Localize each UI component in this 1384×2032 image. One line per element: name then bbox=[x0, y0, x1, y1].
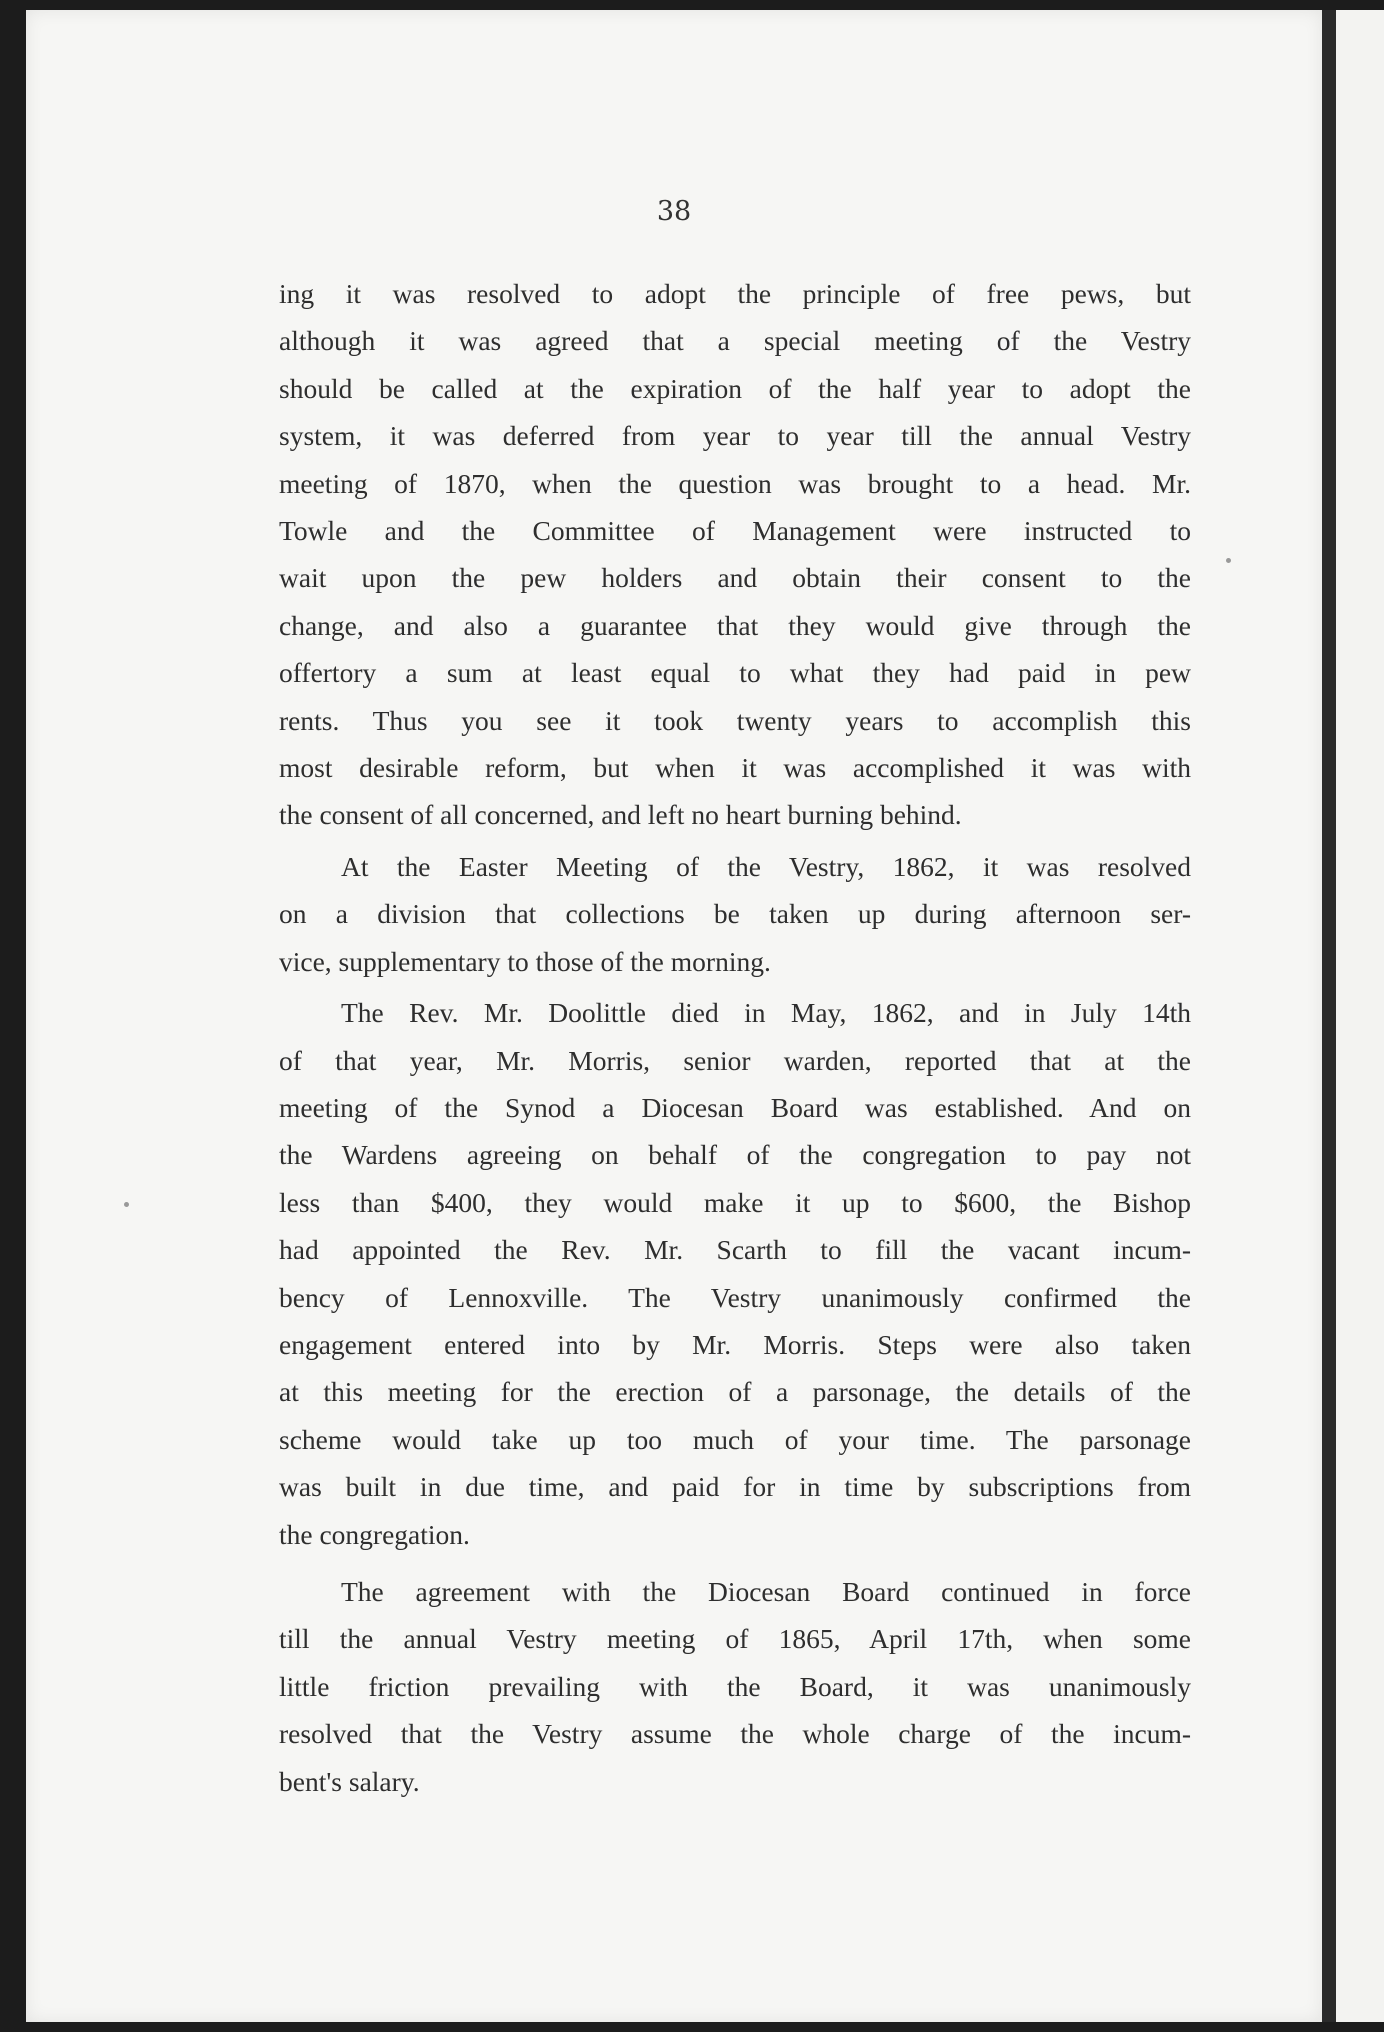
text-line: vice, supplementary to those of the morning. bbox=[279, 945, 771, 977]
text-line: scheme would take up too much of your time. The parsonage bbox=[279, 1423, 1191, 1455]
text-line: meeting of 1870, when the question was brought to a head. Mr. bbox=[279, 467, 1191, 499]
text-line: although it was agreed that a special meeting of the Vestry bbox=[279, 325, 1191, 357]
paragraph bbox=[279, 843, 1191, 985]
text-line: should be called at the expiration of the half year to adopt the bbox=[279, 372, 1191, 404]
text-line: bent's salary. bbox=[279, 1765, 420, 1797]
text-line: system, it was deferred from year to year till the annual Vestry bbox=[279, 420, 1191, 452]
text-line: The Rev. Mr. Doolittle died in May, 1862, and in July 14th bbox=[341, 997, 1191, 1029]
text-line: at this meeting for the erection of a parsonage, the details of the bbox=[279, 1376, 1191, 1408]
text-line: till the annual Vestry meeting of 1865, April 17th, when some bbox=[279, 1623, 1191, 1655]
text-line: the Wardens agreeing on behalf of the congregation to pay not bbox=[279, 1139, 1191, 1171]
text-line: most desirable reform, but when it was accomplished it was with bbox=[279, 752, 1191, 784]
paragraph bbox=[279, 989, 1191, 1558]
paragraph bbox=[279, 1568, 1191, 1805]
text-line: had appointed the Rev. Mr. Scarth to fill the vacant incum- bbox=[279, 1234, 1191, 1266]
text-line: ing it was resolved to adopt the principle of free pews, but bbox=[279, 278, 1191, 309]
dust-speck bbox=[1226, 558, 1231, 563]
facing-page-edge bbox=[1322, 10, 1384, 2022]
text-line: bency of Lennoxville. The Vestry unanimously confirmed the bbox=[279, 1281, 1191, 1313]
text-line: of that year, Mr. Morris, senior warden, reported that at the bbox=[279, 1044, 1191, 1076]
text-line: on a division that collections be taken up during afternoon ser- bbox=[279, 898, 1191, 930]
paragraph bbox=[279, 270, 1191, 839]
dust-speck bbox=[124, 1202, 129, 1207]
page-number: 38 bbox=[656, 196, 692, 227]
text-line: rents. Thus you see it took twenty years to accomplish this bbox=[279, 704, 1191, 736]
text-line: At the Easter Meeting of the Vestry, 1862, it was resolved bbox=[341, 850, 1191, 882]
text-line: Towle and the Committee of Management were instructed to bbox=[279, 515, 1191, 547]
text-line: the congregation. bbox=[279, 1518, 470, 1550]
text-line: offertory a sum at least equal to what they had paid in pew bbox=[279, 657, 1191, 689]
text-line: resolved that the Vestry assume the whole charge of the incum- bbox=[279, 1718, 1191, 1750]
text-line: was built in due time, and paid for in time by subscriptions from bbox=[279, 1471, 1191, 1503]
text-line: little friction prevailing with the Board, it was unanimously bbox=[279, 1670, 1191, 1702]
text-line: engagement entered into by Mr. Morris. Steps were also taken bbox=[279, 1328, 1191, 1360]
body-text bbox=[279, 270, 1191, 1809]
text-line: less than $400, they would make it up to $600, the Bishop bbox=[279, 1186, 1191, 1218]
text-line: meeting of the Synod a Diocesan Board was established. And on bbox=[279, 1091, 1191, 1123]
text-line: change, and also a guarantee that they would give through the bbox=[279, 609, 1191, 641]
text-line: wait upon the pew holders and obtain their consent to the bbox=[279, 562, 1191, 594]
book-page bbox=[26, 10, 1322, 2022]
text-line: The agreement with the Diocesan Board continued in force bbox=[341, 1575, 1191, 1607]
text-line: the consent of all concerned, and left no heart burning behind. bbox=[279, 799, 962, 831]
